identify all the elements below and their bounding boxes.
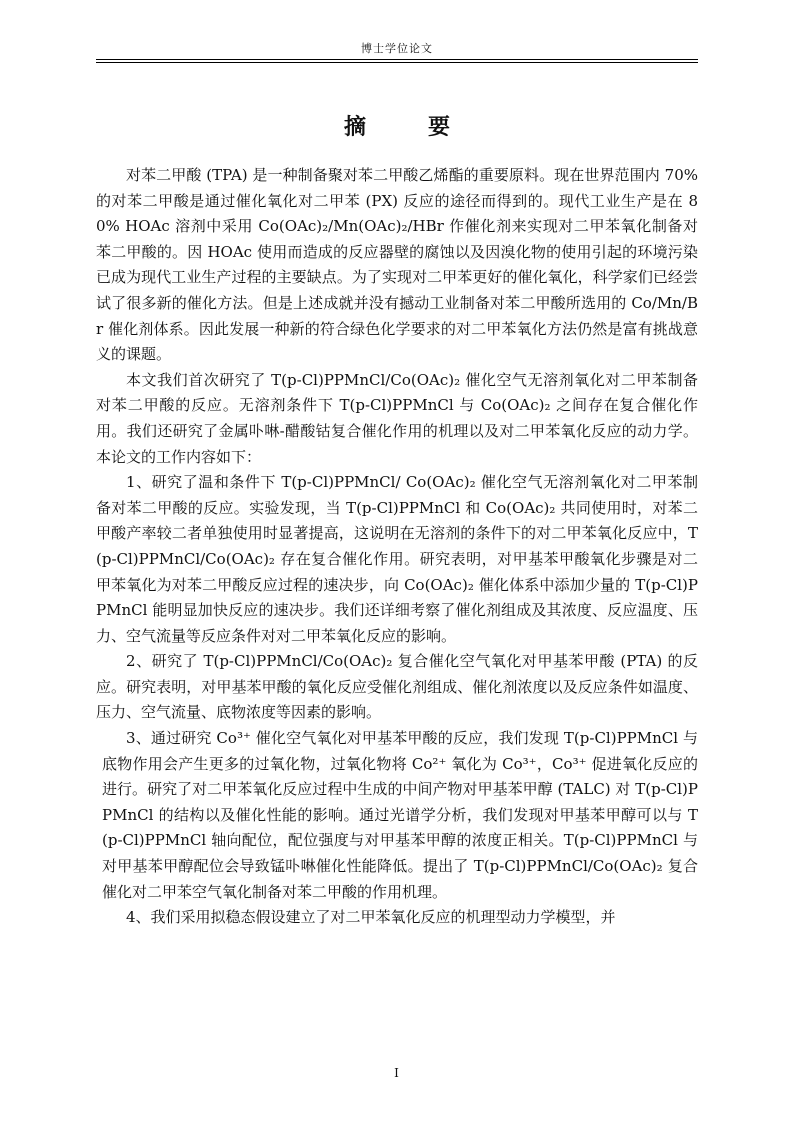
paragraph-intro: 对苯二甲酸 (TPA) 是一种制备聚对苯二甲酸乙烯酯的重要原料。现在世界范围内 70%的对苯二甲酸是通过催化氧化对二甲苯 (PX) 反应的途径而得到的。现代工业生产是在 80% HOAc 溶剂中采用 Co(OAc)₂/Mn(OAc)₂/HBr 作催化剂来实现对二甲苯氧化制备对苯二甲酸的。因 HOAc 使用而造成的反应器壁的腐蚀以及因溴化物的使用引起的环境污染已成为现代工业生产过程的主要缺点。为了实现对二甲苯更好的催化氧化，科学家们已经尝试了很多新的催化方法。但是上述成就并没有撼动工业制备对苯二甲酸所选用的 Co/Mn/Br 催化剂体系。因此发展一种新的符合绿色化学要求的对二甲苯氧化方法仍然是富有挑战意义的课题。 bbox=[96, 166, 698, 364]
page-number: I bbox=[394, 1066, 399, 1080]
paragraph-item-3: 3、通过研究 Co³⁺ 催化空气氧化对甲基苯甲酸的反应，我们发现 T(p-Cl)PPMnCl 与底物作用会产生更多的过氧化物，过氧化物将 Co²⁺ 氧化为 Co³⁺，Co³⁺ 促进氧化反应的进行。研究了对二甲苯氧化反应过程中生成的中间产物对甲基苯甲醇 (TALC) 对 T(p-Cl)PPMnCl 的结构以及催化性能的影响。通过光谱学分析，我们发现对甲基苯甲醇可以与 T(p-Cl)PPMnCl 轴向配位，配位强度与对甲基苯甲醇的浓度正相关。T(p-Cl)PPMnCl 与对甲基苯甲醇配位会导致锰卟啉催化性能降低。提出了 T(p-Cl)PPMnCl/Co(OAc)₂ 复合催化对二甲苯空气氧化制备对苯二甲酸的作用机理。 bbox=[102, 729, 698, 901]
running-header: 博士学位论文 bbox=[361, 42, 433, 55]
paragraph-item-4: 4、我们采用拟稳态假设建立了对二甲苯氧化反应的机理型动力学模型，并 bbox=[126, 908, 616, 927]
paragraph-item-1: 1、研究了温和条件下 T(p-Cl)PPMnCl/ Co(OAc)₂ 催化空气无溶剂氧化对二甲苯制备对苯二甲酸的反应。实验发现，当 T(p-Cl)PPMnCl 和 Co(OAc)₂ 共同使用时，对苯二甲酸产率较二者单独使用时显著提高，这说明在无溶剂的条件下的对二甲苯氧化反应中，T(p-Cl)PPMnCl/Co(OAc)₂ 存在复合催化作用。研究表明，对甲基苯甲酸氧化步骤是对二甲苯氧化为对苯二甲酸反应过程的速决步，向 Co(OAc)₂ 催化体系中添加少量的 T(p-Cl)PPMnCl 能明显加快反应的速决步。我们还详细考察了催化剂组成及其浓度、反应温度、压力、空气流量等反应条件对对二甲苯氧化反应的影响。 bbox=[96, 473, 698, 645]
paragraph-item-2: 2、研究了 T(p-Cl)PPMnCl/Co(OAc)₂ 复合催化空气氧化对甲基苯甲酸 (PTA) 的反应。研究表明，对甲基苯甲酸的氧化反应受催化剂组成、催化剂浓度以及反应条件如温度、压力、空气流量、底物浓度等因素的影响。 bbox=[96, 652, 698, 722]
header-rule-top bbox=[96, 59, 698, 60]
page-title: 摘 要 bbox=[343, 114, 470, 140]
header-rule-bottom bbox=[96, 62, 698, 63]
abstract-body bbox=[96, 163, 698, 931]
paragraph-overview: 本文我们首次研究了 T(p-Cl)PPMnCl/Co(OAc)₂ 催化空气无溶剂氧化对二甲苯制备对苯二甲酸的反应。无溶剂条件下 T(p-Cl)PPMnCl 与 Co(OAc)₂ 之间存在复合催化作用。我们还研究了金属卟啉-醋酸钴复合催化作用的机理以及对二甲苯氧化反应的动力学。本论文的工作内容如下： bbox=[96, 370, 698, 466]
